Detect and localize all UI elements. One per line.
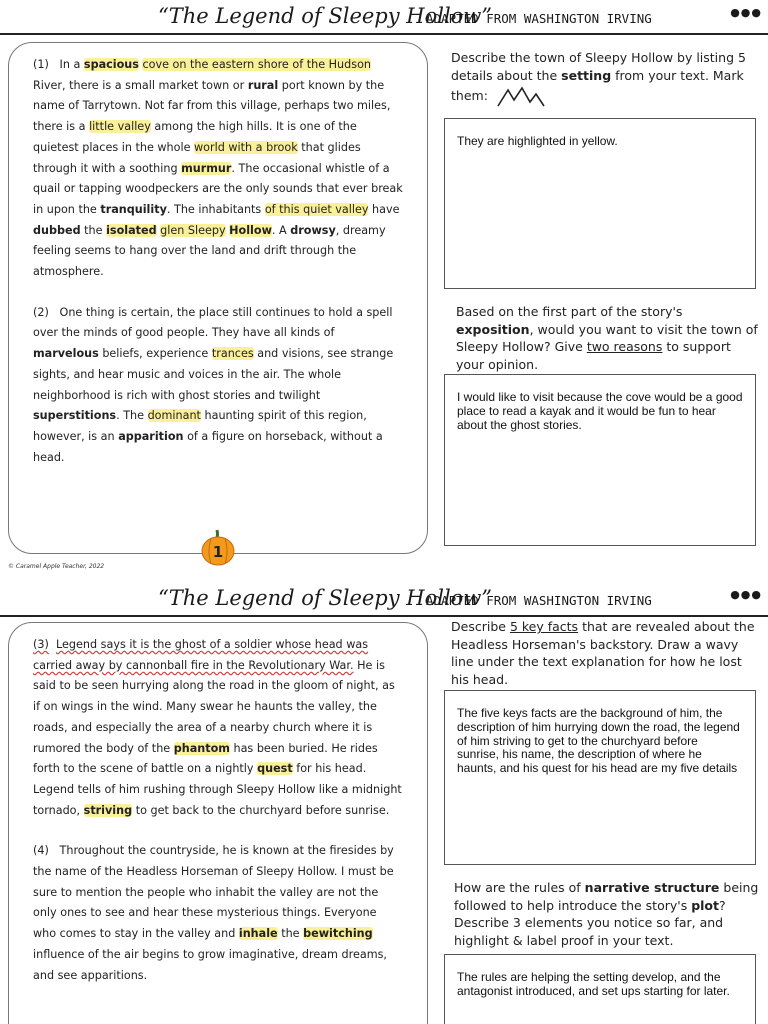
pumpkin-page-number-icon xyxy=(200,528,236,566)
page-number: 1 xyxy=(212,543,224,561)
answer-box-exposition[interactable]: I would like to visit because the cove would be a good place to read a kayak and it would be fun to hear about the ghost stories. xyxy=(444,374,756,546)
worksheet-subtitle: ADAPTED FROM WASHINGTON IRVING xyxy=(426,593,652,608)
question-narrative-structure: How are the rules of narrative structure being followed to help introduce the story's plot? Describe 3 elements you notice so far, and highlight & label proof in your text. xyxy=(454,880,759,948)
header-divider xyxy=(0,33,768,35)
wavy-underline-head-loss: Legend says it is the ghost of a soldier whose head was carried away by cannonball fire in the Revolutionary War. xyxy=(33,638,369,672)
answer-box-key-facts[interactable]: The five keys facts are the background of him, the description of him hurrying down the road, the legend of him striving to get to the churchyard before sunrise, his name, the description of where he haunts, and his quest for his head are my five details xyxy=(444,690,756,865)
answer-box-setting[interactable]: They are highlighted in yellow. xyxy=(444,118,756,289)
worksheet-title: “The Legend of Sleepy Hollow” xyxy=(158,4,493,28)
worksheet-subtitle: ADAPTED FROM WASHINGTON IRVING xyxy=(426,11,652,26)
answer-box-narrative-structure[interactable]: The rules are helping the setting develop, and the antagonist introduced, and set ups starting for later. xyxy=(444,954,756,1024)
page1-header xyxy=(0,0,768,34)
more-dots-icon: ●●● xyxy=(730,6,762,19)
reading-passage-2 xyxy=(8,622,428,1024)
question-key-facts: Describe 5 key facts that are revealed about the Headless Horseman's backstory. Draw a wavy line under the text explanation for how he lost his head. xyxy=(451,619,755,687)
highlight-little-valley: little valley xyxy=(89,120,151,134)
page2-header xyxy=(0,582,768,616)
header-divider xyxy=(0,615,768,617)
highlight-world-brook: world with a brook xyxy=(194,140,298,154)
more-dots-icon: ●●● xyxy=(730,588,762,601)
copyright-notice: © Caramel Apple Teacher, 2022 xyxy=(8,563,105,570)
paragraph-3: (3) Legend says it is the ghost of a soldier whose head was carried away by cannonball fire in the Revolutionary War. He is said to be seen hurrying along the road in the gloom of night, as if on wings in the wind. Many swear he haunts the valley, the roads, and especially the area of a nearby church where it is rumored the body of the phantom has been buried. He rides forth to the scene of battle on a nightly quest for his head. Legend tells of him rushing through Sleepy Hollow like a midnight tornado, striving to get back to the churchyard before sunrise. xyxy=(33,638,402,817)
paragraph-2: (2) One thing is certain, the place still continues to hold a spell over the minds of good people. They have all kinds of marvelous beliefs, experience trances and visions, see strange sights, and hear music and voices in the air. The whole neighborhood is rich with ghost stories and twilight superstitions. The dominant haunting spirit of this region, however, is an apparition of a figure on horseback, without a head. xyxy=(33,305,394,464)
mountain-icon xyxy=(496,84,546,110)
worksheet-title: “The Legend of Sleepy Hollow” xyxy=(158,586,493,610)
question-exposition: Based on the first part of the story's exposition, would you want to visit the town of Sleepy Hollow? Give two reasons to support your opinion. xyxy=(456,304,758,372)
paragraph-4: (4) Throughout the countryside, he is known at the firesides by the name of the Headless Horseman of Sleepy Hollow. I must be sure to mention the people who inhabit the valley are not the only ones to see and hear these mysterious things. Everyone who comes to stay in the valley and inhale the bewitching influence of the air begins to grow imaginative, dream dreams, and see apparitions. xyxy=(33,844,394,982)
highlight-spacious: spacious xyxy=(83,58,139,71)
question-setting: Describe the town of Sleepy Hollow by listing 5 details about the setting from your text. Mark them: xyxy=(451,49,756,110)
reading-passage-1 xyxy=(8,42,428,554)
paragraph-1: (1) In a spacious cove on the eastern shore of the Hudson River, there is a small market town or rural port known by the name of Tarrytown. Not far from this village, perhaps two miles, there is a little valley among the high hills. It is one of the quietest places in the whole world with a brook that glides through it with a soothing murmur. The occasional whistle of a quail or tapping woodpeckers are the only sounds that ever break in upon the tranquility. The inhabitants of this quiet valley have dubbed the isolated glen Sleepy Hollow. A drowsy, dreamy feeling seems to hang over the land and drift through the atmosphere. xyxy=(33,58,403,279)
